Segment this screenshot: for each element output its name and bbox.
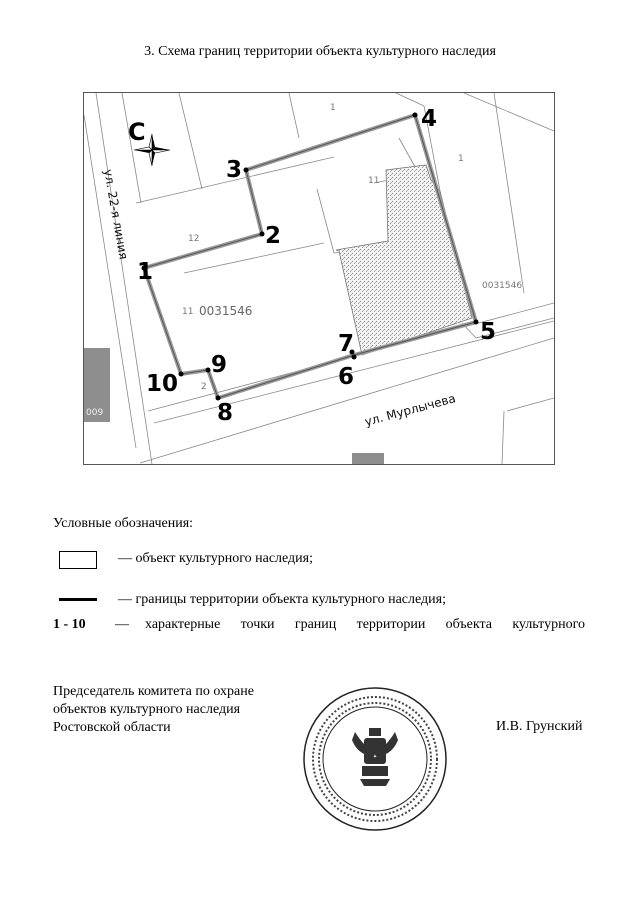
compass-north-letter: С — [128, 118, 146, 146]
page-title: 3. Схема границ территории объекта культурного наследия — [144, 44, 496, 59]
legend-item-heritage-object: — объект культурного наследия; — [118, 551, 313, 566]
street-label-22-line: ул. 22-я линия — [101, 168, 131, 261]
legend-item-points — [53, 617, 585, 634]
legend-points-description: характерные точки границ территории объекта культурного — [145, 617, 585, 632]
map-label-cad-right: 0031546 — [482, 281, 523, 291]
point-label-5: 5 — [480, 319, 497, 345]
legend-points-dash: — — [115, 617, 129, 632]
legend-title: Условные обозначения: — [53, 516, 194, 531]
map-label-12: 12 — [188, 234, 200, 244]
legend-heritage-object-swatch — [59, 551, 97, 569]
cadastral-prefix: 11 — [182, 307, 194, 317]
signatory-name: И.В. Грунский — [496, 719, 583, 734]
point-label-1: 1 — [137, 259, 154, 285]
legend-item-boundary: — границы территории объекта культурного наследия; — [118, 592, 446, 607]
boundary-map — [83, 92, 555, 465]
point-label-4: 4 — [421, 106, 438, 132]
point-label-2: 2 — [265, 223, 282, 249]
legend-points-range: 1 - 10 — [53, 617, 86, 632]
point-label-3: 3 — [226, 157, 243, 183]
official-seal — [300, 684, 450, 839]
cadastral-number: 0031546 — [199, 304, 253, 318]
signatory-title: Председатель комитета по охране объектов культурного наследия Ростовской области — [53, 684, 254, 735]
point-label-9: 9 — [211, 352, 228, 378]
map-label-2: 2 — [201, 382, 207, 392]
map-label-1b: 1 — [458, 154, 464, 164]
point-label-8: 8 — [217, 400, 234, 426]
map-label-11: 11 — [368, 176, 380, 186]
street-label-murlycheva: ул. Мурлычева — [363, 391, 458, 429]
svg-text:✦: ✦ — [372, 754, 378, 760]
point-label-10: 10 — [146, 371, 179, 397]
grey-building-bottom — [352, 453, 384, 464]
legend-boundary-swatch — [59, 598, 97, 601]
heritage-building — [336, 165, 472, 355]
point-label-6: 6 — [338, 364, 355, 390]
map-label-1: 1 — [330, 103, 336, 113]
point-label-7: 7 — [338, 331, 355, 357]
map-label-009: 009 — [86, 408, 104, 418]
